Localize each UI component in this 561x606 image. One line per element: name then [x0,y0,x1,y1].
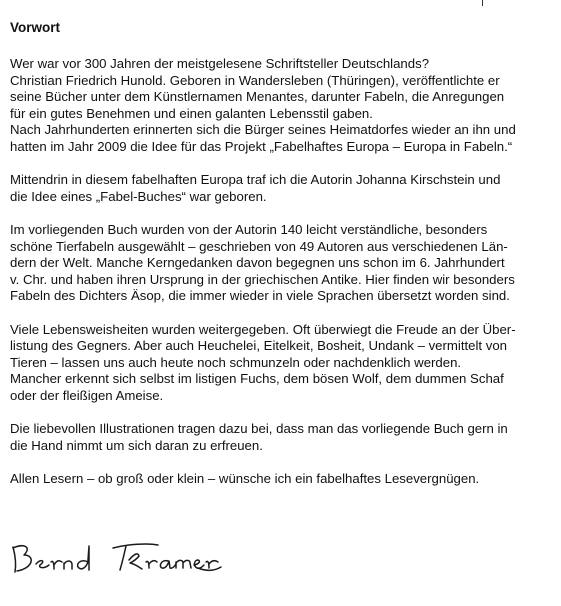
text-line: seine Bücher unter dem Künstlernamen Menantes, darunter Fabeln, die Anregungen [10,89,505,105]
paragraph-5 [10,421,550,454]
text-line: Im vorliegenden Buch wurden von der Autorin 140 leicht verständliche, besonders [10,221,488,237]
text-line: dern der Welt. Manche Kerngedanken davon begegnen uns schon im 6. Jahrhundert [10,255,505,271]
text-line: Die liebevollen Illustrationen tragen dazu bei, dass man das vorliegende Buch gern in [10,421,508,437]
text-line: für ein gutes Benehmen und einen galanten Lebensstil gaben. [10,105,373,121]
paragraph-6 [10,471,550,488]
text-line: v. Chr. und haben ihren Ursprung in der griechischen Antike. Hier finden wir besonders [10,271,515,287]
text-line: Mittendrin in diesem fabelhaften Europa traf ich die Autorin Johanna Kirschstein und [10,172,501,188]
text-line: hatten im Jahr 2009 die Idee für das Projekt „Fabelhaftes Europa – Europa in Fabeln.“ [10,138,513,154]
text-line: Wer war vor 300 Jahren der meistgelesene Schriftsteller Deutschlands? [10,56,430,71]
text-line: Christian Friedrich Hunold. Geboren in Wandersleben (Thüringen), veröffentlichte er [10,72,500,88]
text-line: Allen Lesern – ob groß oder klein – wünsche ich ein fabelhaftes Lesevergnügen. [10,470,480,486]
text-line: oder der fleißigen Ameise. [10,387,164,403]
text-line: die Hand nimmt um sich daran zu erfreuen. [10,437,263,453]
text-line: Fabeln des Dichters Äsop, die immer wieder in viele Sprachen übersetzt worden sind. [10,288,510,304]
paragraph-1 [10,56,550,156]
text-line: Viele Lebensweisheiten wurden weitergegeben. Oft überwiegt die Freude an der Über- [10,321,516,337]
signature-strokes [13,544,221,572]
text-line: Tieren – lassen uns auch heute noch schmunzeln oder nachdenklich werden. [10,354,462,370]
paragraph-2 [10,172,550,205]
paragraph-3 [10,222,550,305]
paragraph-4 [10,322,550,405]
crop-mark [482,0,483,6]
text-line: die Idee eines „Fabel-Buches“ war geboren. [10,188,267,204]
text-line: Nach Jahrhunderten erinnerten sich die Bürger seines Heimatdorfes wieder an ihn und [10,122,516,138]
text-line: schöne Tierfabeln ausgewählt – geschrieben von 49 Autoren aus verschiedenen Län- [10,238,508,254]
text-line: listung des Gegners. Aber auch Heuchelei, Eitelkeit, Bosheit, Undank – vermittelt von [10,338,507,354]
document-heading: Vorwort [10,20,60,35]
handwritten-signature [8,538,223,578]
document-body [10,56,550,504]
text-line: Mancher erkennt sich selbst im listigen Fuchs, dem bösen Wolf, dem dummen Schaf [10,371,504,387]
